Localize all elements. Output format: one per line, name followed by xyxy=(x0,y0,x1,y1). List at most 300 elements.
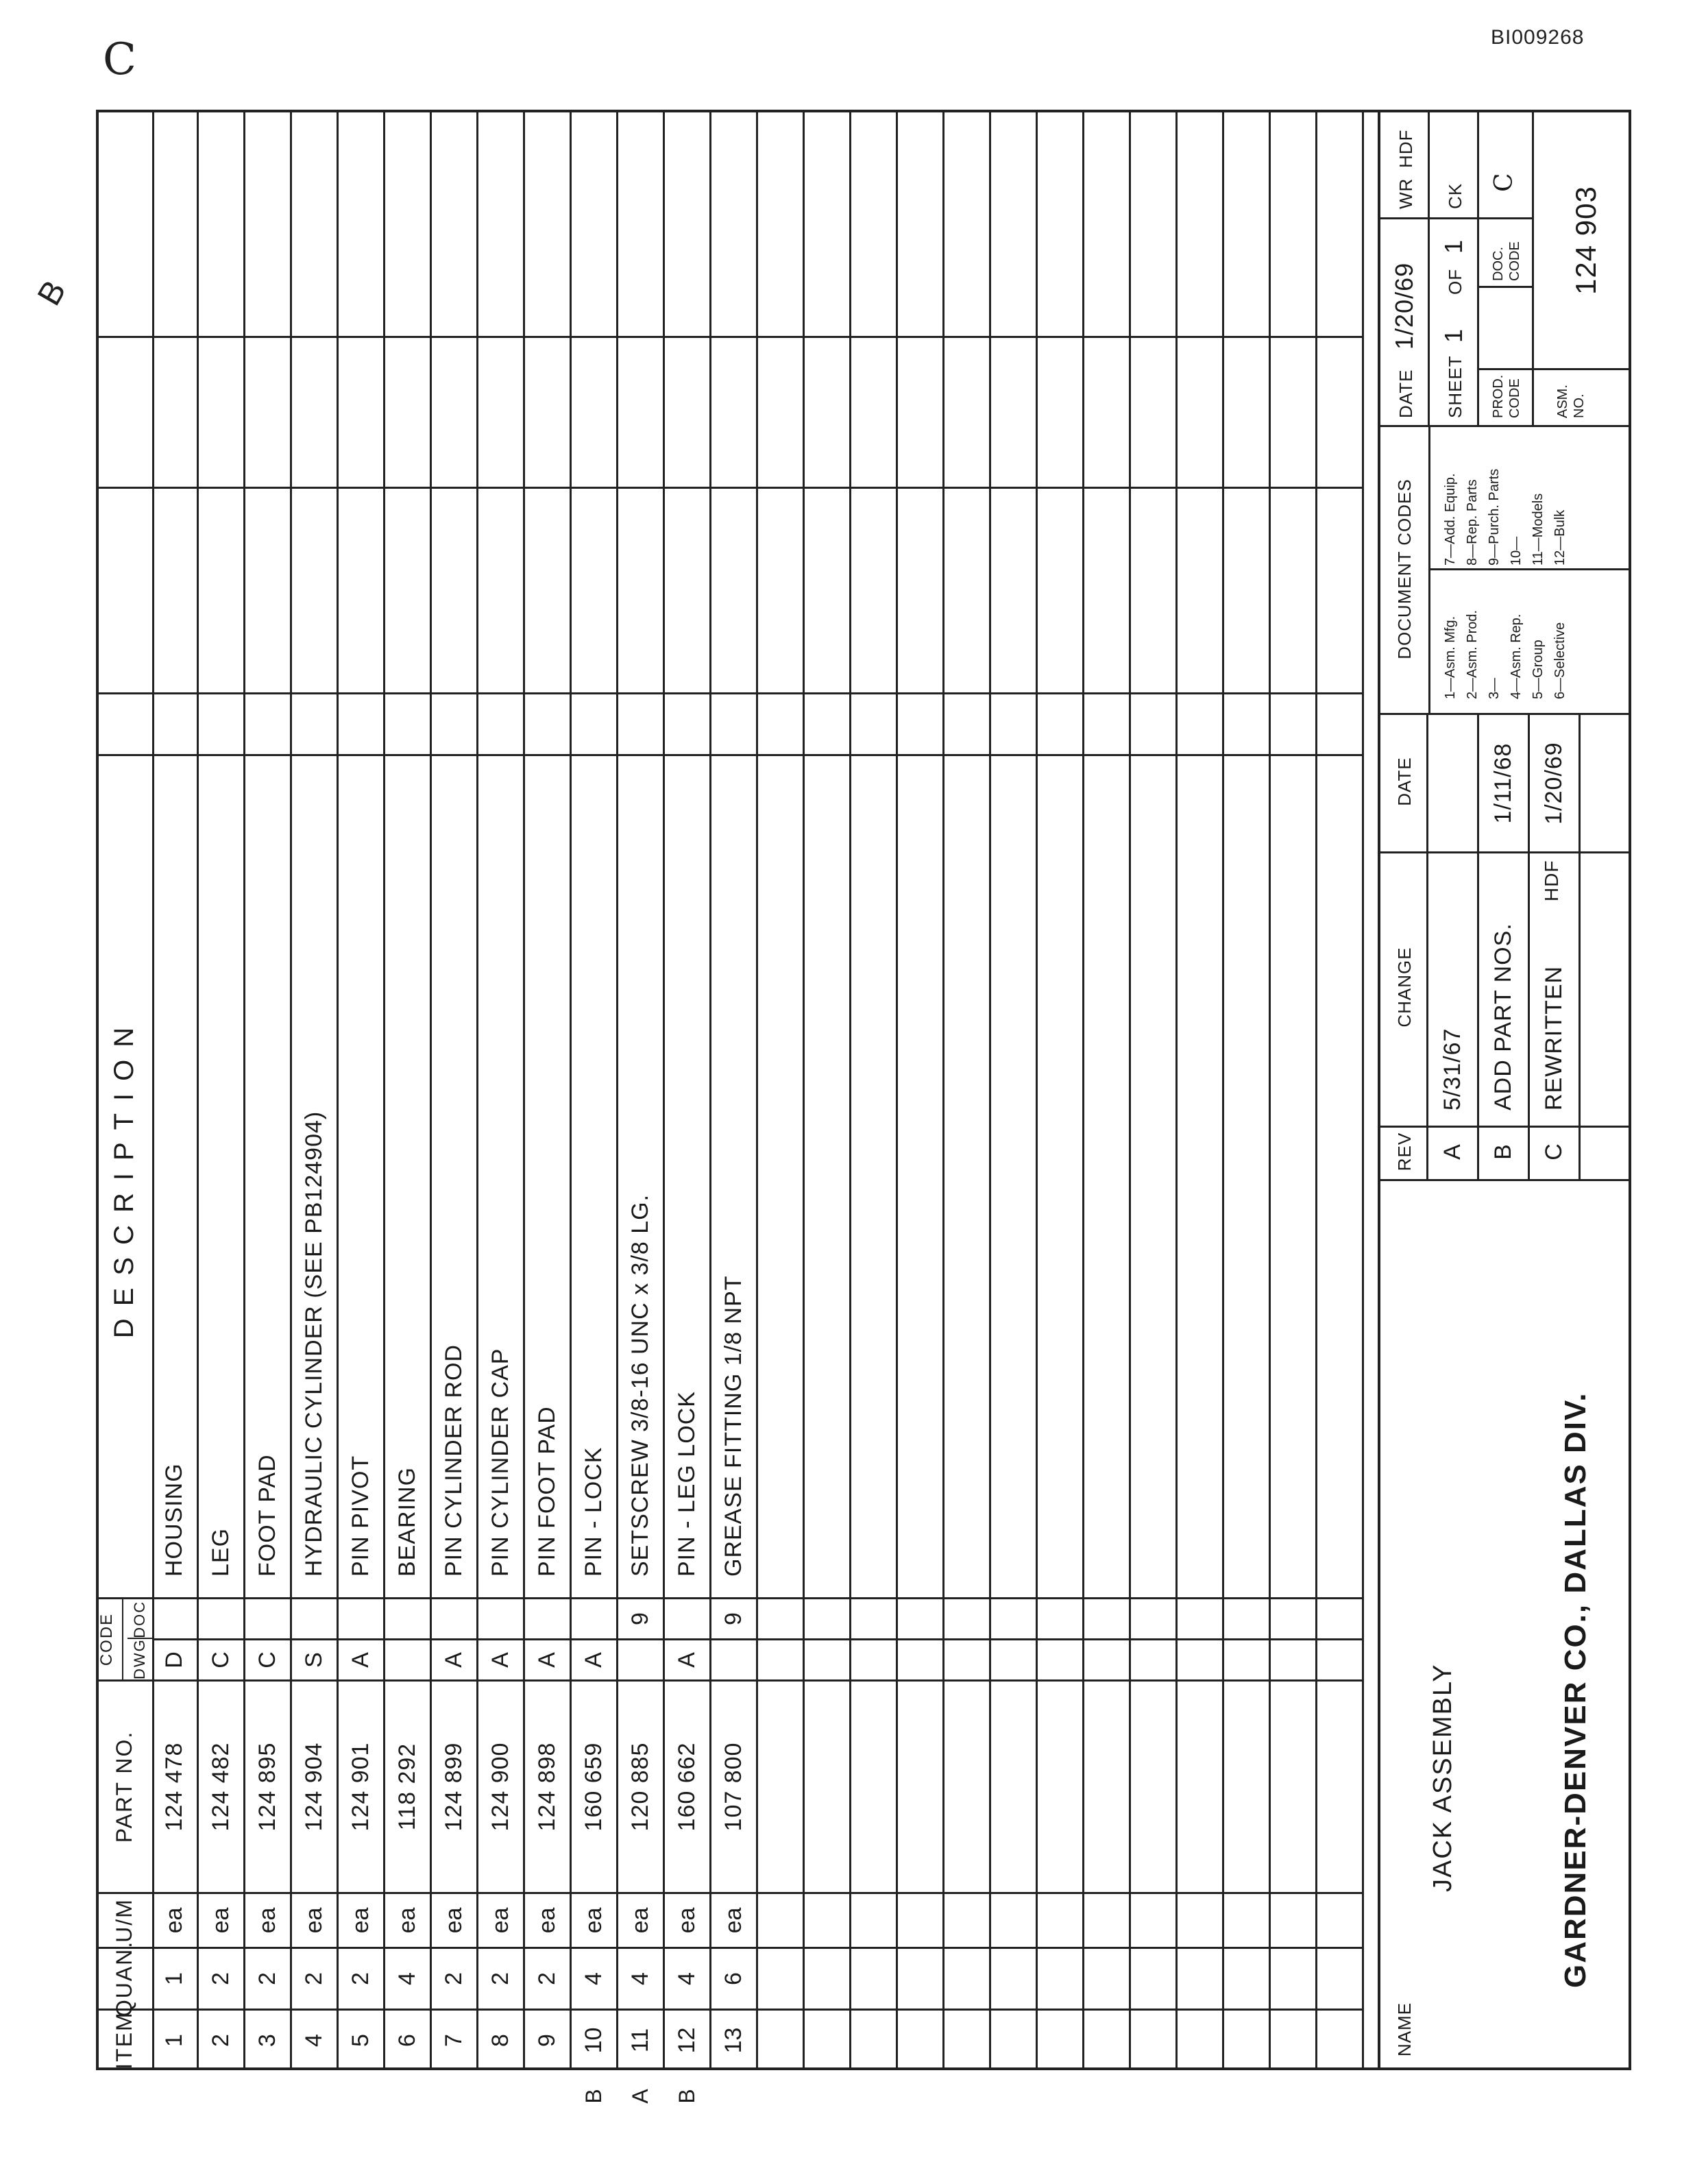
blank-cell xyxy=(245,110,290,336)
of-value: 1 xyxy=(1439,239,1467,254)
blank-cell xyxy=(665,487,709,692)
ck-label: CK xyxy=(1445,182,1465,209)
table-row xyxy=(805,110,851,2070)
blank-cell xyxy=(339,692,383,754)
revision-by: HDF xyxy=(1541,860,1562,901)
blank-cell xyxy=(851,487,896,692)
blank-cell xyxy=(991,692,1036,754)
blank-cell xyxy=(245,487,290,692)
dwg-cell xyxy=(1317,1638,1362,1679)
blank-cell xyxy=(478,487,523,692)
desc-cell: SETSCREW 3/8-16 UNC x 3/8 LG. xyxy=(618,754,663,1597)
dwg-cell: A xyxy=(525,1638,570,1679)
part-cell xyxy=(1224,1679,1269,1892)
qty-cell xyxy=(1178,1947,1222,2009)
part-cell: 160 659 xyxy=(572,1679,616,1892)
part-cell xyxy=(758,1679,803,1892)
ck-divider xyxy=(1430,217,1479,219)
table-row xyxy=(851,110,898,2070)
table-row xyxy=(199,110,245,2070)
table-row xyxy=(665,110,711,2104)
doc-cell: 9 xyxy=(711,1597,756,1638)
dwg-cell: A xyxy=(432,1638,476,1679)
part-cell: 124 895 xyxy=(245,1679,290,1892)
item-cell: 11 xyxy=(618,2009,663,2070)
blank-cell xyxy=(525,110,570,336)
document-codes-right xyxy=(1442,428,1574,566)
um-cell xyxy=(805,1892,849,1947)
blank-cell xyxy=(1224,692,1269,754)
dwg-cell: A xyxy=(665,1638,709,1679)
blank-cell xyxy=(618,110,663,336)
blank-cell xyxy=(1131,692,1175,754)
qty-cell xyxy=(1317,1947,1362,2009)
um-cell xyxy=(991,1892,1036,1947)
item-cell xyxy=(1084,2009,1129,2070)
document-code-item: 12—Bulk xyxy=(1552,509,1568,566)
doc-cell xyxy=(385,1597,430,1638)
doc-cell xyxy=(292,1597,337,1638)
desc-cell xyxy=(1317,754,1362,1597)
header-blank-3 xyxy=(96,336,152,487)
blank-cell xyxy=(1317,336,1362,487)
asm-no-label: ASM. NO. xyxy=(1555,385,1587,418)
header-code xyxy=(96,1597,152,1679)
doc-cell xyxy=(339,1597,383,1638)
blank-cell xyxy=(665,692,709,754)
wr-value: HDF xyxy=(1395,129,1416,168)
dwg-cell: A xyxy=(339,1638,383,1679)
document-code-item: 1—Asm. Mfg. xyxy=(1443,616,1458,699)
blank-cell xyxy=(199,110,243,336)
table-row xyxy=(1131,110,1178,2070)
blank-cell xyxy=(711,336,756,487)
part-cell xyxy=(851,1679,896,1892)
part-cell xyxy=(898,1679,942,1892)
qty-cell: 2 xyxy=(245,1947,290,2009)
blank-cell xyxy=(805,336,849,487)
assembly-name: JACK ASSEMBLY xyxy=(1428,1663,1457,1892)
part-cell xyxy=(805,1679,849,1892)
desc-cell xyxy=(1178,754,1222,1597)
qty-cell xyxy=(1271,1947,1315,2009)
table-row xyxy=(898,110,944,2070)
dwg-cell xyxy=(1084,1638,1129,1679)
dwg-cell xyxy=(1271,1638,1315,1679)
item-cell: 8 xyxy=(478,2009,523,2070)
blank-cell xyxy=(525,336,570,487)
doc-cell xyxy=(525,1597,570,1638)
dwg-cell xyxy=(1224,1638,1269,1679)
blank-cell xyxy=(199,692,243,754)
header-doc: DOC xyxy=(131,1600,148,1638)
part-cell: 107 800 xyxy=(711,1679,756,1892)
item-cell xyxy=(1224,2009,1269,2070)
blank-cell xyxy=(665,336,709,487)
um-cell xyxy=(1224,1892,1269,1947)
document-code-item: 7—Add. Equip. xyxy=(1443,473,1458,566)
header-item: ITEM xyxy=(96,2009,152,2070)
document-code-item: 10— xyxy=(1509,536,1524,566)
blank-cell xyxy=(944,110,989,336)
item-cell: 5 xyxy=(339,2009,383,2070)
date-divider xyxy=(1380,851,1631,853)
qty-cell xyxy=(805,1947,849,2009)
blank-cell xyxy=(339,336,383,487)
blank-cell xyxy=(851,692,896,754)
um-cell: ea xyxy=(432,1892,476,1947)
item-cell xyxy=(898,2009,942,2070)
blank-cell xyxy=(851,336,896,487)
blank-cell xyxy=(898,487,942,692)
blank-cell xyxy=(805,692,849,754)
um-cell: ea xyxy=(152,1892,197,1947)
revision-row-blank xyxy=(1581,713,1631,1179)
sheet-row xyxy=(1430,110,1479,425)
blank-cell xyxy=(1084,487,1129,692)
item-cell: 6 xyxy=(385,2009,430,2070)
revision-change: REWRITTEN xyxy=(1541,965,1567,1111)
sheet-label: SHEET xyxy=(1445,355,1465,418)
header-um: U/M xyxy=(96,1892,152,1947)
blank-cell xyxy=(339,110,383,336)
doc-cell xyxy=(1131,1597,1175,1638)
blank-cell xyxy=(245,692,290,754)
revision-table xyxy=(1380,713,1631,1179)
blank-cell xyxy=(152,336,197,487)
part-cell xyxy=(944,1679,989,1892)
desc-cell xyxy=(758,754,803,1597)
qty-cell: 2 xyxy=(478,1947,523,2009)
blank-cell xyxy=(432,692,476,754)
header-code-label: CODE xyxy=(97,1599,123,1679)
item-cell: 12 xyxy=(665,2009,709,2070)
part-cell: 118 292 xyxy=(385,1679,430,1892)
part-cell: 120 885 xyxy=(618,1679,663,1892)
blank-cell xyxy=(944,692,989,754)
prod-code-divider xyxy=(1479,368,1534,370)
blank-cell xyxy=(898,336,942,487)
um-cell: ea xyxy=(478,1892,523,1947)
revision-marker: B xyxy=(581,2089,606,2104)
qty-cell: 2 xyxy=(525,1947,570,2009)
um-cell xyxy=(1271,1892,1315,1947)
revision-row xyxy=(1479,713,1530,1179)
item-cell: 3 xyxy=(245,2009,290,2070)
blank-cell xyxy=(199,336,243,487)
doc-code-divider xyxy=(1479,286,1534,288)
um-cell xyxy=(1178,1892,1222,1947)
um-cell: ea xyxy=(385,1892,430,1947)
table-row xyxy=(432,110,478,2070)
qty-cell: 4 xyxy=(618,1947,663,2009)
um-cell xyxy=(1131,1892,1175,1947)
um-cell xyxy=(1084,1892,1129,1947)
table-row xyxy=(618,110,665,2104)
desc-cell xyxy=(944,754,989,1597)
blank-cell xyxy=(1224,487,1269,692)
item-cell: 4 xyxy=(292,2009,337,2070)
blank-cell xyxy=(1271,336,1315,487)
part-cell xyxy=(991,1679,1036,1892)
blank-cell xyxy=(525,487,570,692)
blank-cell xyxy=(1084,692,1129,754)
qty-cell: 1 xyxy=(152,1947,197,2009)
item-cell: 7 xyxy=(432,2009,476,2070)
blank-cell xyxy=(572,692,616,754)
doc-code-label: DOC. CODE xyxy=(1491,241,1522,281)
table-row xyxy=(758,110,805,2070)
desc-cell xyxy=(805,754,849,1597)
blank-cell xyxy=(1317,110,1362,336)
date-row xyxy=(1380,110,1430,425)
doc-cell: 9 xyxy=(618,1597,663,1638)
document-code-item: 4—Asm. Rep. xyxy=(1509,614,1524,699)
blank-cell xyxy=(1178,487,1222,692)
blank-cell xyxy=(385,487,430,692)
qty-cell: 6 xyxy=(711,1947,756,2009)
item-cell xyxy=(991,2009,1036,2070)
table-row xyxy=(944,110,991,2070)
blank-cell xyxy=(711,487,756,692)
table-row xyxy=(1271,110,1317,2070)
doc-cell xyxy=(851,1597,896,1638)
desc-cell: FOOT PAD xyxy=(245,754,290,1597)
item-cell: 2 xyxy=(199,2009,243,2070)
blank-cell xyxy=(711,110,756,336)
qty-cell: 2 xyxy=(199,1947,243,2009)
blank-cell xyxy=(618,336,663,487)
part-cell xyxy=(1131,1679,1175,1892)
blank-cell xyxy=(991,110,1036,336)
desc-cell: HOUSING xyxy=(152,754,197,1597)
blank-cell xyxy=(478,692,523,754)
um-cell: ea xyxy=(245,1892,290,1947)
sheet-value: 1 xyxy=(1439,328,1467,343)
document-code-item: 5—Group xyxy=(1531,640,1546,699)
um-cell xyxy=(851,1892,896,1947)
item-cell xyxy=(1271,2009,1315,2070)
rev-header: REV xyxy=(1394,1132,1415,1172)
title-block xyxy=(1378,110,1631,2070)
um-cell xyxy=(898,1892,942,1947)
doc-cell xyxy=(1178,1597,1222,1638)
code-row xyxy=(1479,110,1534,425)
blank-cell xyxy=(572,336,616,487)
qty-cell xyxy=(944,1947,989,2009)
blank-cell xyxy=(1271,692,1315,754)
blank-cell xyxy=(1178,336,1222,487)
revision-date: 1/20/69 xyxy=(1541,742,1567,825)
desc-cell: PIN - LEG LOCK xyxy=(665,754,709,1597)
desc-cell: LEG xyxy=(199,754,243,1597)
blank-cell xyxy=(292,692,337,754)
document-code-item: 9—Purch. Parts xyxy=(1487,468,1502,566)
blank-cell xyxy=(618,692,663,754)
blank-cell xyxy=(1038,692,1082,754)
date-value: 1/20/69 xyxy=(1390,262,1418,350)
qty-cell: 2 xyxy=(339,1947,383,2009)
dwg-cell: C xyxy=(245,1638,290,1679)
item-cell: 13 xyxy=(711,2009,756,2070)
parts-list-form xyxy=(96,110,1631,2104)
blank-cell xyxy=(1317,692,1362,754)
blank-cell xyxy=(1038,336,1082,487)
blank-cell xyxy=(944,487,989,692)
blank-cell xyxy=(245,336,290,487)
doc-cell xyxy=(1038,1597,1082,1638)
doc-cell xyxy=(1271,1597,1315,1638)
blank-cell xyxy=(432,336,476,487)
header-blank-4 xyxy=(96,110,152,336)
desc-cell xyxy=(1271,754,1315,1597)
item-cell xyxy=(851,2009,896,2070)
qty-cell xyxy=(898,1947,942,2009)
blank-cell xyxy=(618,487,663,692)
doc-cell xyxy=(944,1597,989,1638)
qty-cell xyxy=(1131,1947,1175,2009)
doc-cell xyxy=(758,1597,803,1638)
blank-cell xyxy=(339,487,383,692)
of-label: OF xyxy=(1445,268,1465,295)
doc-cell xyxy=(199,1597,243,1638)
blank-cell xyxy=(1178,110,1222,336)
item-cell xyxy=(1178,2009,1222,2070)
doc-cell xyxy=(1084,1597,1129,1638)
um-cell: ea xyxy=(711,1892,756,1947)
um-cell xyxy=(758,1892,803,1947)
blank-cell xyxy=(1131,336,1175,487)
blank-cell xyxy=(1271,487,1315,692)
blank-cell xyxy=(292,487,337,692)
item-cell xyxy=(1131,2009,1175,2070)
qty-cell: 2 xyxy=(292,1947,337,2009)
blank-cell xyxy=(525,692,570,754)
item-cell xyxy=(758,2009,803,2070)
company-name: GARDNER-DENVER CO., DALLAS DIV. xyxy=(1559,1392,1592,1988)
doc-cell xyxy=(665,1597,709,1638)
date-title: DATE xyxy=(1395,369,1416,418)
blank-cell xyxy=(805,487,849,692)
header-dwg: DWG xyxy=(127,1638,152,1680)
blank-cell xyxy=(944,336,989,487)
blank-cell xyxy=(1178,692,1222,754)
asm-row xyxy=(1534,110,1631,425)
blank-cell xyxy=(1224,336,1269,487)
header-blank-2 xyxy=(96,487,152,692)
revision-rev: C xyxy=(1541,1143,1567,1161)
part-cell: 124 899 xyxy=(432,1679,476,1892)
dwg-cell xyxy=(944,1638,989,1679)
doc-cell xyxy=(805,1597,849,1638)
blank-cell xyxy=(478,336,523,487)
blank-cell xyxy=(1131,487,1175,692)
table-row xyxy=(572,110,618,2104)
qty-cell xyxy=(1084,1947,1129,2009)
desc-cell xyxy=(1131,754,1175,1597)
asm-no-value: 124 903 xyxy=(1570,186,1602,295)
table-row xyxy=(245,110,292,2070)
blank-cell xyxy=(432,110,476,336)
dwg-cell xyxy=(898,1638,942,1679)
blank-cell xyxy=(152,110,197,336)
asm-divider xyxy=(1534,368,1631,370)
header-blank-1 xyxy=(96,692,152,754)
table-row xyxy=(152,110,199,2070)
blank-cell xyxy=(758,692,803,754)
dwg-cell: C xyxy=(199,1638,243,1679)
blank-cell xyxy=(1224,110,1269,336)
table-row xyxy=(478,110,525,2070)
corner-handwritten-mark: C xyxy=(103,34,136,85)
dwg-cell: A xyxy=(572,1638,616,1679)
document-code-item: 11—Models xyxy=(1531,493,1546,566)
part-cell xyxy=(1084,1679,1129,1892)
part-cell xyxy=(1178,1679,1222,1892)
dwg-cell xyxy=(851,1638,896,1679)
item-cell xyxy=(1038,2009,1082,2070)
blank-cell xyxy=(991,487,1036,692)
desc-cell xyxy=(851,754,896,1597)
blank-cell xyxy=(665,110,709,336)
blank-cell xyxy=(851,110,896,336)
date-header: DATE xyxy=(1394,757,1415,806)
blank-cell xyxy=(1038,487,1082,692)
desc-cell xyxy=(991,754,1036,1597)
desc-cell xyxy=(1224,754,1269,1597)
qty-cell xyxy=(1224,1947,1269,2009)
dwg-cell xyxy=(618,1638,663,1679)
revision-change: 5/31/67 xyxy=(1439,1028,1465,1111)
blank-cell xyxy=(152,487,197,692)
blank-cell xyxy=(1271,110,1315,336)
doc-code-value-divider xyxy=(1479,217,1534,219)
table-row xyxy=(1084,110,1131,2070)
wr-divider xyxy=(1380,217,1430,219)
document-code-item: 2—Asm. Prod. xyxy=(1465,609,1480,699)
document-code-item: 8—Rep. Parts xyxy=(1465,479,1480,566)
item-cell: 9 xyxy=(525,2009,570,2070)
table-row xyxy=(991,110,1038,2070)
qty-cell xyxy=(851,1947,896,2009)
blank-cell xyxy=(805,110,849,336)
dwg-cell xyxy=(805,1638,849,1679)
blank-cell xyxy=(991,336,1036,487)
desc-cell: PIN PIVOT xyxy=(339,754,383,1597)
blank-cell xyxy=(478,110,523,336)
blank-cell xyxy=(1084,110,1129,336)
doc-cell xyxy=(1224,1597,1269,1638)
qty-cell: 2 xyxy=(432,1947,476,2009)
dwg-cell: A xyxy=(478,1638,523,1679)
name-block xyxy=(1380,1179,1631,2070)
header-description: DESCRIPTION xyxy=(96,754,152,1597)
dwg-cell xyxy=(1178,1638,1222,1679)
revision-rev: B xyxy=(1490,1143,1516,1160)
desc-cell: PIN CYLINDER CAP xyxy=(478,754,523,1597)
um-cell: ea xyxy=(525,1892,570,1947)
blank-cell xyxy=(758,336,803,487)
blank-cell xyxy=(292,336,337,487)
prod-code-label: PROD. CODE xyxy=(1491,374,1522,418)
um-cell xyxy=(944,1892,989,1947)
dwg-cell xyxy=(991,1638,1036,1679)
table-row xyxy=(385,110,432,2070)
doc-cell xyxy=(1317,1597,1362,1638)
doc-cell xyxy=(898,1597,942,1638)
um-cell: ea xyxy=(199,1892,243,1947)
desc-cell: HYDRAULIC CYLINDER (SEE PB124904) xyxy=(292,754,337,1597)
